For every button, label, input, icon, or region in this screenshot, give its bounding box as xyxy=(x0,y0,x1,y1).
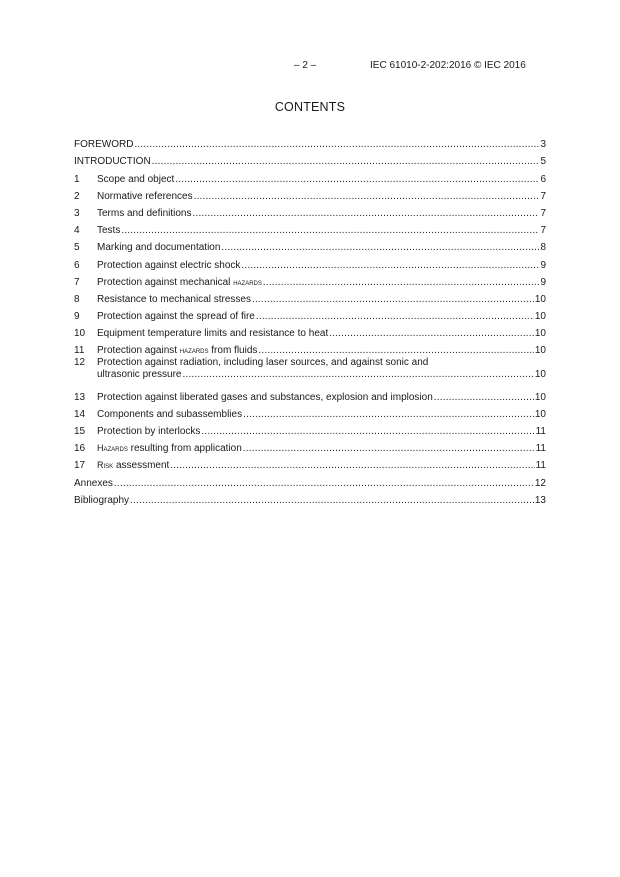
toc-page-number: 10 xyxy=(534,293,546,305)
toc-page-number: 8 xyxy=(540,242,546,254)
document-reference: IEC 61010-2-202:2016 © IEC 2016 xyxy=(370,60,526,71)
dot-leader xyxy=(329,328,534,340)
toc-entry-title: Normative references xyxy=(97,190,193,202)
dot-leader xyxy=(252,294,534,306)
clause-number: 2 xyxy=(74,190,80,202)
dot-leader xyxy=(152,156,540,168)
toc-page-number: 10 xyxy=(534,391,546,403)
toc-entry-clause-10[interactable] xyxy=(74,323,546,340)
toc-entry-title xyxy=(97,459,169,472)
defined-term: hazards xyxy=(233,276,262,287)
toc-entry-clause-12[interactable] xyxy=(74,357,546,386)
toc-entry-title-line1: Protection against radiation, including laser sources, and against sonic and xyxy=(97,357,429,369)
toc-entry-title: Protection against liberated gases and substances, explosion and implosion xyxy=(97,391,433,403)
toc-entry-clause-17[interactable] xyxy=(74,455,546,472)
toc-page-number: 11 xyxy=(535,460,546,472)
toc-entry-title: Marking and documentation xyxy=(97,242,221,254)
dot-leader xyxy=(134,139,539,151)
toc-entry-introduction[interactable] xyxy=(74,151,546,168)
clause-number: 17 xyxy=(74,460,86,472)
toc-entry-title: Protection against electric shock xyxy=(97,259,241,271)
toc-entry-clause-4[interactable] xyxy=(74,220,546,237)
clause-number: 13 xyxy=(74,391,86,403)
toc-entry-title: INTRODUCTION xyxy=(74,156,151,168)
clause-number: 4 xyxy=(74,225,80,237)
toc-entry-title: Scope and object xyxy=(97,173,175,185)
clause-number: 3 xyxy=(74,207,80,219)
clause-number: 1 xyxy=(74,173,80,185)
dot-leader xyxy=(175,174,539,186)
toc-entry-title: Equipment temperature limits and resistance to heat xyxy=(97,328,329,340)
toc-entry-title-line2: ultrasonic pressure xyxy=(97,369,182,381)
clause-number: 16 xyxy=(74,443,86,455)
toc-page-number: 7 xyxy=(540,190,546,202)
toc-entry-clause-9[interactable] xyxy=(74,306,546,323)
toc-page-number: 9 xyxy=(540,259,546,271)
toc-page-number: 9 xyxy=(540,276,546,288)
dot-leader xyxy=(258,345,533,357)
defined-term: hazards xyxy=(179,345,209,356)
toc-entry-clause-2[interactable] xyxy=(74,186,546,203)
dot-leader xyxy=(256,311,534,323)
clause-number: 6 xyxy=(74,259,80,271)
toc-entry-title: Bibliography xyxy=(74,494,130,506)
toc-page-number: 7 xyxy=(540,225,546,237)
toc-entry-title: Protection against the spread of fire xyxy=(97,311,255,323)
toc-entry-foreword[interactable] xyxy=(74,134,546,151)
toc-entry-clause-1[interactable] xyxy=(74,168,546,185)
page-number-marker: – 2 – xyxy=(294,60,317,71)
toc-page-number: 6 xyxy=(540,173,546,185)
toc-entry-title: Protection by interlocks xyxy=(97,426,201,437)
clause-number: 5 xyxy=(74,242,80,254)
toc-page-number: 10 xyxy=(534,345,546,357)
title-text: Protection against mechanical xyxy=(97,276,234,288)
toc-page-number: 10 xyxy=(534,408,546,420)
toc-entry-clause-14[interactable] xyxy=(74,404,546,421)
toc-entry-title: Resistance to mechanical stresses xyxy=(97,293,251,305)
toc-entry-title: Annexes xyxy=(74,477,113,489)
toc-entry-title xyxy=(97,276,262,289)
dot-leader xyxy=(182,369,533,381)
title-text: from fluids xyxy=(208,345,258,357)
toc-entry-clause-6[interactable] xyxy=(74,254,546,271)
toc-entry-title: Tests xyxy=(97,225,121,237)
dot-leader xyxy=(263,277,540,289)
dot-leader xyxy=(170,460,534,472)
dot-leader xyxy=(241,260,539,272)
dot-leader xyxy=(194,191,540,203)
table-of-contents xyxy=(74,134,546,507)
toc-page-number: 10 xyxy=(534,328,546,340)
clause-number: 8 xyxy=(74,293,80,305)
clause-number: 10 xyxy=(74,328,86,340)
toc-entry-clause-16[interactable] xyxy=(74,438,546,455)
dot-leader xyxy=(114,478,534,490)
toc-entry-clause-15[interactable] xyxy=(74,421,546,438)
clause-number: 9 xyxy=(74,311,80,323)
defined-term: Hazards xyxy=(97,443,128,454)
dot-leader xyxy=(201,426,534,438)
defined-term: Risk xyxy=(97,460,114,471)
title-text: assessment xyxy=(113,460,170,472)
toc-page-number: 10 xyxy=(534,369,546,381)
toc-page-number: 11 xyxy=(535,426,546,437)
clause-number: 14 xyxy=(74,408,86,420)
toc-page-number: 12 xyxy=(534,477,546,489)
toc-entry-title: Components and subassemblies xyxy=(97,408,243,420)
clause-number: 12 xyxy=(74,357,86,369)
page-header xyxy=(0,60,620,74)
toc-page-number: 11 xyxy=(535,443,546,455)
clause-number: 15 xyxy=(74,426,86,437)
dot-leader xyxy=(130,495,534,507)
toc-entry-clause-7[interactable] xyxy=(74,272,546,289)
toc-entry-title: FOREWORD xyxy=(74,139,134,151)
toc-page-number: 5 xyxy=(540,156,546,168)
toc-entry-clause-11[interactable] xyxy=(74,340,546,357)
dot-leader xyxy=(221,242,539,254)
toc-entry-annexes[interactable] xyxy=(74,472,546,489)
toc-entry-clause-13[interactable] xyxy=(74,386,546,403)
toc-entry-clause-5[interactable] xyxy=(74,237,546,254)
toc-entry-bibliography[interactable] xyxy=(74,490,546,507)
toc-page-number: 3 xyxy=(540,139,546,151)
clause-number: 11 xyxy=(74,345,85,357)
dot-leader xyxy=(243,443,535,455)
contents-heading: CONTENTS xyxy=(274,100,346,114)
dot-leader xyxy=(121,225,539,237)
toc-page-number: 10 xyxy=(534,311,546,323)
clause-number: 7 xyxy=(74,276,80,288)
toc-entry-title xyxy=(97,442,242,455)
dot-leader xyxy=(193,208,540,220)
title-text: resulting from application xyxy=(127,443,242,455)
toc-page-number: 13 xyxy=(534,494,546,506)
dot-leader xyxy=(434,392,534,404)
toc-entry-clause-3[interactable] xyxy=(74,203,546,220)
toc-entry-title: Terms and definitions xyxy=(97,207,192,219)
dot-leader xyxy=(243,409,534,421)
toc-page-number: 7 xyxy=(540,207,546,219)
toc-entry-title xyxy=(97,344,257,357)
title-text: Protection against xyxy=(97,345,180,357)
toc-entry-clause-8[interactable] xyxy=(74,289,546,306)
